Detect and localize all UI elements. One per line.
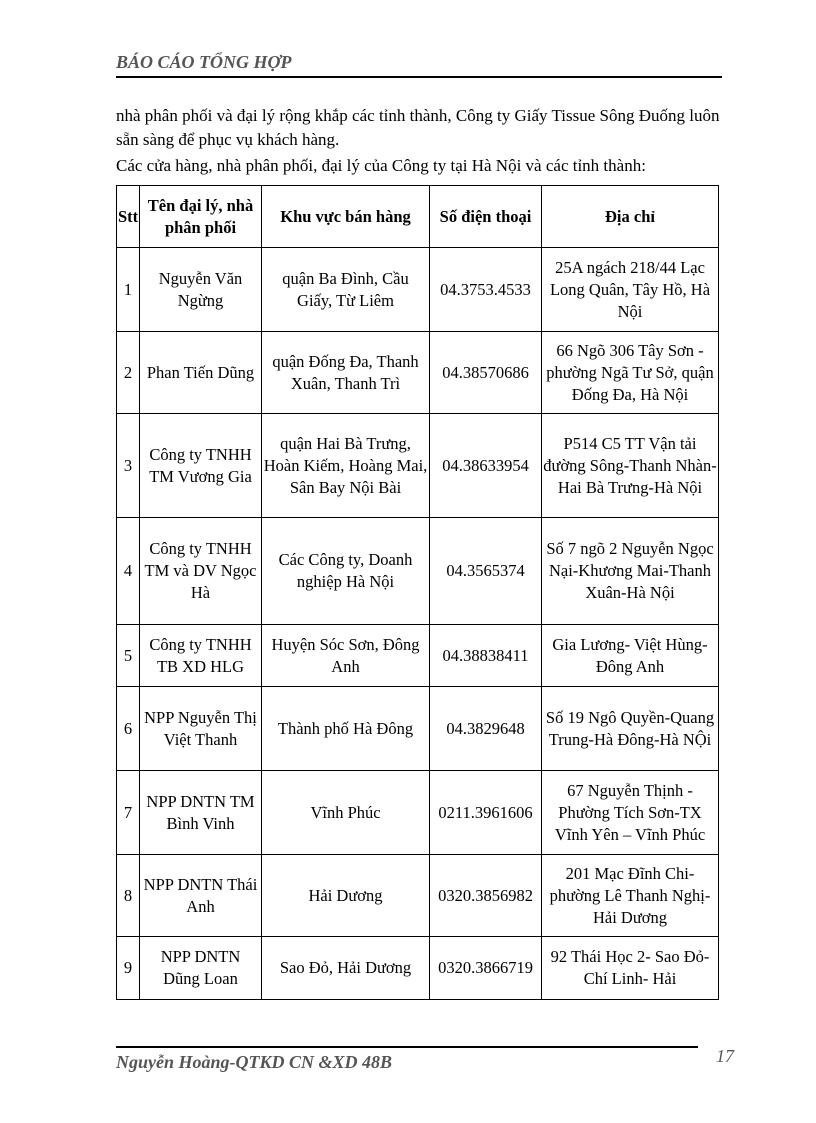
header-cell-phone: Số điện thoại [430,186,542,248]
intro-paragraph: nhà phân phối và đại lý rộng khắp các tỉnh thành, Công ty Giấy Tissue Sông Đuống luôn sẵn sàng để phục vụ khách hàng. [116,106,720,149]
cell-address: P514 C5 TT Vận tải đường Sông-Thanh Nhàn-Hai Bà Trưng-Hà Nội [542,414,719,518]
cell-area: Sao Đỏ, Hải Dương [262,937,430,1000]
cell-stt: 1 [117,248,140,332]
cell-phone: 04.3565374 [430,518,542,625]
cell-phone: 0211.3961606 [430,771,542,855]
cell-address: 25A ngách 218/44 Lạc Long Quân, Tây Hồ, Hà Nội [542,248,719,332]
table-row [117,332,719,414]
cell-name: NPP Nguyễn Thị Việt Thanh [140,687,262,771]
table-row [117,771,719,855]
cell-name: Công ty TNHH TM Vương Gia [140,414,262,518]
cell-area: Thành phố Hà Đông [262,687,430,771]
header-cell-area: Khu vực bán hàng [262,186,430,248]
page-number: 17 [716,1046,734,1066]
table-row [117,855,719,937]
cell-area: quận Ba Đình, Cầu Giấy, Từ Liêm [262,248,430,332]
cell-phone: 04.3753.4533 [430,248,542,332]
cell-name: NPP DNTN Dũng Loan [140,937,262,1000]
cell-name: NPP DNTN Thái Anh [140,855,262,937]
header-divider [116,76,722,78]
table-row [117,518,719,625]
cell-phone: 0320.3866719 [430,937,542,1000]
cell-address: Gia Lương- Việt Hùng- Đông Anh [542,625,719,687]
cell-area: Các Công ty, Doanh nghiệp Hà Nội [262,518,430,625]
table-row [117,625,719,687]
header-cell-address: Địa chỉ [542,186,719,248]
cell-address: Số 7 ngõ 2 Nguyễn Ngọc Nại-Khương Mai-Thanh Xuân-Hà Nội [542,518,719,625]
cell-name: Nguyễn Văn Ngừng [140,248,262,332]
table-row [117,687,719,771]
header-cell-name: Tên đại lý, nhà phân phối [140,186,262,248]
table-header-row [117,186,719,248]
cell-phone: 0320.3856982 [430,855,542,937]
cell-stt: 2 [117,332,140,414]
cell-area: Hải Dương [262,855,430,937]
cell-address: 66 Ngõ 306 Tây Sơn - phường Ngã Tư Sở, quận Đống Đa, Hà Nội [542,332,719,414]
cell-stt: 3 [117,414,140,518]
cell-stt: 7 [117,771,140,855]
table-row [117,414,719,518]
report-header-title: BÁO CÁO TỔNG HỢP [116,52,292,72]
dealer-table [116,185,719,1000]
cell-area: quận Đống Đa, Thanh Xuân, Thanh Trì [262,332,430,414]
cell-stt: 6 [117,687,140,771]
cell-address: Số 19 Ngô Quyền-Quang Trung-Hà Đông-Hà NỘi [542,687,719,771]
cell-address: 92 Thái Học 2- Sao Đỏ-Chí Linh- Hải [542,937,719,1000]
cell-stt: 5 [117,625,140,687]
cell-phone: 04.38570686 [430,332,542,414]
table-row [117,937,719,1000]
cell-name: NPP DNTN TM Bình Vinh [140,771,262,855]
cell-name: Công ty TNHH TM và DV Ngọc Hà [140,518,262,625]
cell-name: Phan Tiến Dũng [140,332,262,414]
cell-address: 67 Nguyễn Thịnh - Phường Tích Sơn-TX Vĩnh Yên – Vĩnh Phúc [542,771,719,855]
cell-stt: 8 [117,855,140,937]
footer-divider [116,1046,698,1048]
cell-stt: 9 [117,937,140,1000]
cell-area: quận Hai Bà Trưng, Hoàn Kiếm, Hoàng Mai, Sân Bay Nội Bài [262,414,430,518]
table-row [117,248,719,332]
footer-author: Nguyễn Hoàng-QTKD CN &XD 48B [116,1052,393,1072]
cell-phone: 04.38838411 [430,625,542,687]
cell-phone: 04.3829648 [430,687,542,771]
cell-phone: 04.38633954 [430,414,542,518]
header-cell-stt: Stt [117,186,140,248]
cell-stt: 4 [117,518,140,625]
cell-area: Huyện Sóc Sơn, Đông Anh [262,625,430,687]
cell-address: 201 Mạc Đĩnh Chi-phường Lê Thanh Nghị- Hải Dương [542,855,719,937]
cell-name: Công ty TNHH TB XD HLG [140,625,262,687]
cell-area: Vĩnh Phúc [262,771,430,855]
table-caption-paragraph: Các cửa hàng, nhà phân phối, đại lý của Công ty tại Hà Nội và các tỉnh thành: [116,156,646,175]
